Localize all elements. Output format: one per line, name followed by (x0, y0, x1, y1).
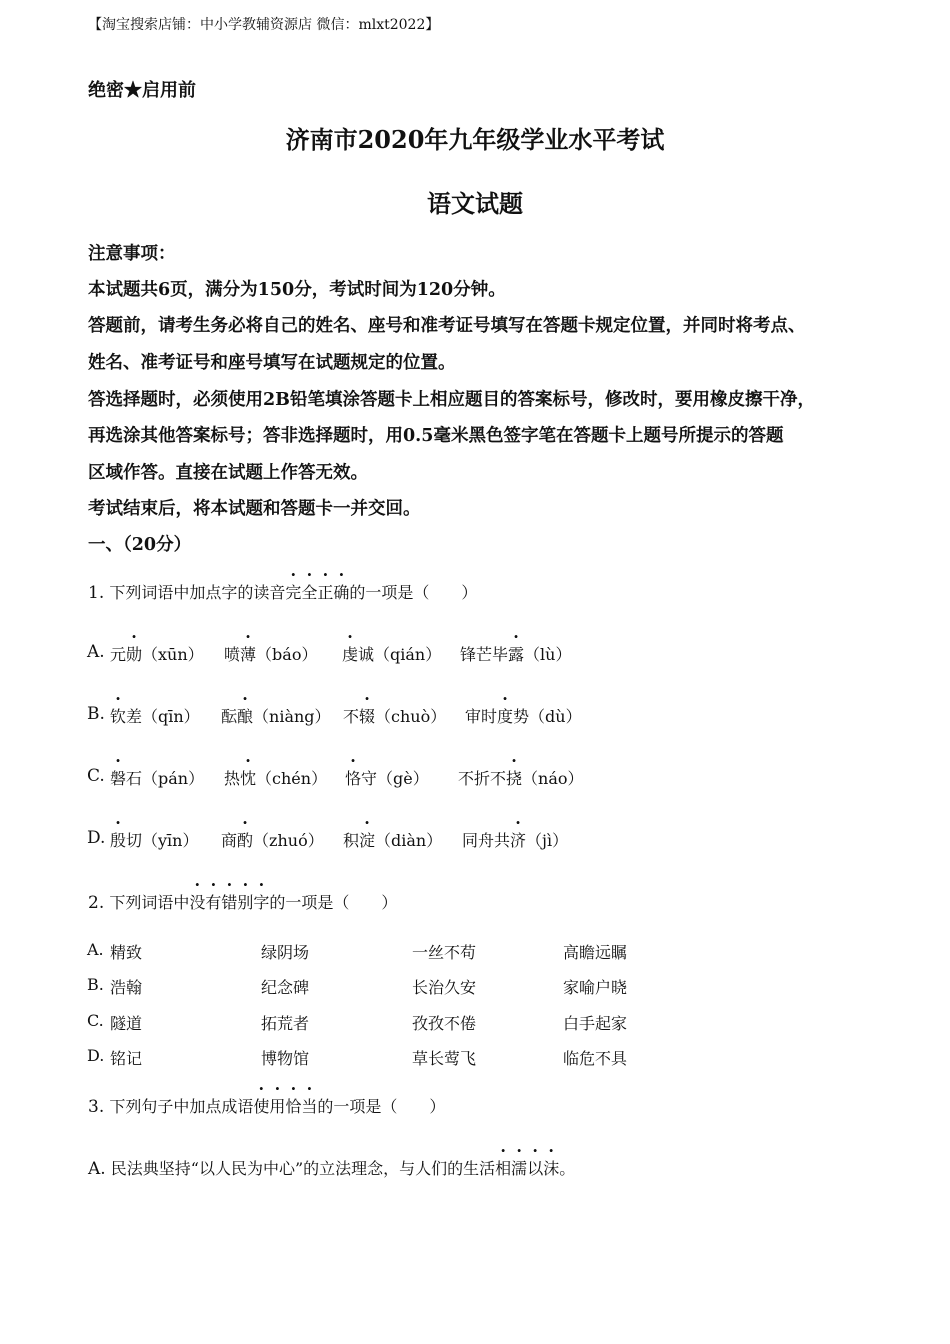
emphasis-dot-char: 勋 (126, 645, 143, 664)
notice-line: 姓名、准考证号和座号填写在试题规定的位置。 (88, 353, 456, 373)
option-word: 酝酿（niàng） (221, 704, 331, 727)
option-word: 元勋（xūn） (110, 642, 204, 665)
emphasis-dot-char: 濡 (511, 1159, 528, 1178)
emphasis-dot-char: 忱 (240, 769, 257, 788)
option-word: 长治久安 (412, 978, 477, 997)
emphasis-dot-char: 薄 (240, 645, 257, 664)
option-word: 铭记 (110, 1049, 143, 1068)
option-word: 白手起家 (563, 1014, 628, 1033)
option-letter: B. (87, 975, 104, 994)
notice-line: 答题前，请考生务必将自己的姓名、座号和准考证号填写在答题卡规定位置，并同时将考点、 (88, 316, 806, 336)
option-word: 草长莺飞 (412, 1049, 477, 1068)
emphasis-dot-char: 辍 (359, 707, 376, 726)
emphasis-dot-char: 错 (221, 893, 238, 912)
emphasis-dot-char: 全 (301, 583, 318, 602)
option-word: 锋芒毕露（lù） (460, 642, 571, 665)
option-letter: A. (87, 940, 104, 959)
exam-title: 济南市2020年九年级学业水平考试 (285, 125, 665, 154)
option-word: 不辍（chuò） (343, 704, 446, 727)
emphasis-dot-char: 相 (495, 1159, 512, 1178)
option-word: 虔诚（qián） (342, 642, 441, 665)
notice-heading: 注意事项： (88, 244, 176, 264)
page-header-banner: 【淘宝搜索店铺：中小学教辅资源店 微信：mlxt2022】 (88, 17, 440, 33)
option-word: 家喻户晓 (563, 978, 628, 997)
option-letter: D. (87, 828, 106, 848)
emphasis-dot-char: 没 (189, 893, 206, 912)
option-letter: A. (88, 1159, 106, 1179)
option-word: 商酌（zhuó） (221, 828, 324, 851)
emphasis-dot-char: 酌 (237, 831, 254, 850)
option-word: 隧道 (110, 1014, 143, 1033)
notice-line: 答选择题时，必须使用2B铅笔填涂答题卡上相应题目的答案标号，修改时，要用橡皮擦干净， (88, 390, 815, 410)
option-word: 殷切（yīn） (110, 828, 198, 851)
emphasis-dot-char: 酿 (237, 707, 254, 726)
option-word: 绿阴场 (261, 943, 310, 962)
emphasis-dot-char: 沫 (543, 1159, 560, 1178)
emphasis-dot-char: 挠 (506, 769, 523, 788)
emphasis-dot-char: 确 (333, 583, 350, 602)
option-word: 积淀（diàn） (343, 828, 442, 851)
notice-line: 本试题共6页，满分为150分，考试时间为120分钟。 (88, 280, 506, 300)
question-3-stem: 3. 下列句子中加点成语使用恰当的一项是（ ） (88, 1094, 445, 1117)
option-word: 恪守（gè） (345, 766, 429, 789)
option-word: 精致 (110, 943, 143, 962)
emphasis-dot-char: 钦 (110, 707, 127, 726)
notice-line: 再选涂其他答案标号；答非选择题时，用0.5毫米黑色签字笔在答题卡上题号所提示的答题 (88, 426, 784, 446)
emphasis-dot-char: 虔 (342, 645, 359, 664)
option-word: 拓荒者 (261, 1014, 310, 1033)
option-word: 浩翰 (110, 978, 143, 997)
emphasis-dot-char: 正 (317, 583, 334, 602)
emphasis-dot-char: 字 (253, 893, 270, 912)
emphasis-dot-char: 当 (301, 1097, 318, 1116)
option-word: 高瞻远瞩 (563, 943, 628, 962)
notice-line: 考试结束后，将本试题和答题卡一并交回。 (88, 499, 421, 519)
option-letter: D. (87, 1046, 105, 1065)
option-word: 审时度势（dù） (465, 704, 582, 727)
option-letter: B. (87, 704, 105, 724)
notice-line: 区域作答。直接在试题上作答无效。 (88, 463, 368, 483)
emphasis-dot-char: 以 (527, 1159, 544, 1178)
option-word: 喷薄（báo） (224, 642, 317, 665)
emphasis-dot-char: 殷 (110, 831, 127, 850)
secret-label: 绝密★启用前 (88, 80, 196, 101)
option-word: 不折不挠（náo） (458, 766, 584, 789)
emphasis-dot-char: 度 (497, 707, 514, 726)
option-word: 钦差（qīn） (110, 704, 200, 727)
emphasis-dot-char: 磐 (110, 769, 127, 788)
exam-subtitle: 语文试题 (427, 189, 523, 218)
option-letter: A. (87, 642, 105, 662)
question-number: 3. (88, 1097, 105, 1117)
option-word: 纪念碑 (261, 978, 310, 997)
emphasis-dot-char: 济 (510, 831, 527, 850)
section-heading: 一、（20分） (88, 535, 192, 555)
option-word: 同舟共济（jì） (462, 828, 568, 851)
question-1-stem: 1. 下列词语中加点字的读音完全正确的一项是（ ） (88, 580, 477, 603)
emphasis-dot-char: 有 (205, 893, 222, 912)
question-number: 1. (88, 583, 105, 603)
emphasis-dot-char: 完 (285, 583, 302, 602)
emphasis-dot-char: 用 (269, 1097, 286, 1116)
question-number: 2. (88, 893, 105, 913)
emphasis-dot-char: 恪 (345, 769, 362, 788)
emphasis-dot-char: 露 (508, 645, 525, 664)
option-letter: C. (87, 766, 105, 786)
option-word: 热忱（chén） (224, 766, 327, 789)
option-word: 孜孜不倦 (412, 1014, 477, 1033)
option-word: 临危不具 (563, 1049, 628, 1068)
option-word: 磐石（pán） (110, 766, 204, 789)
question-3-option-a: A. 民法典坚持“以人民为中心”的立法理念，与人们的生活相濡以沫。 (88, 1156, 575, 1179)
emphasis-dot-char: 使 (253, 1097, 270, 1116)
emphasis-dot-char: 恰 (285, 1097, 302, 1116)
option-word: 一丝不苟 (412, 943, 477, 962)
option-letter: C. (87, 1011, 104, 1030)
option-word: 博物馆 (261, 1049, 310, 1068)
question-2-stem: 2. 下列词语中没有错别字的一项是（ ） (88, 890, 397, 913)
emphasis-dot-char: 淀 (359, 831, 376, 850)
emphasis-dot-char: 别 (237, 893, 254, 912)
